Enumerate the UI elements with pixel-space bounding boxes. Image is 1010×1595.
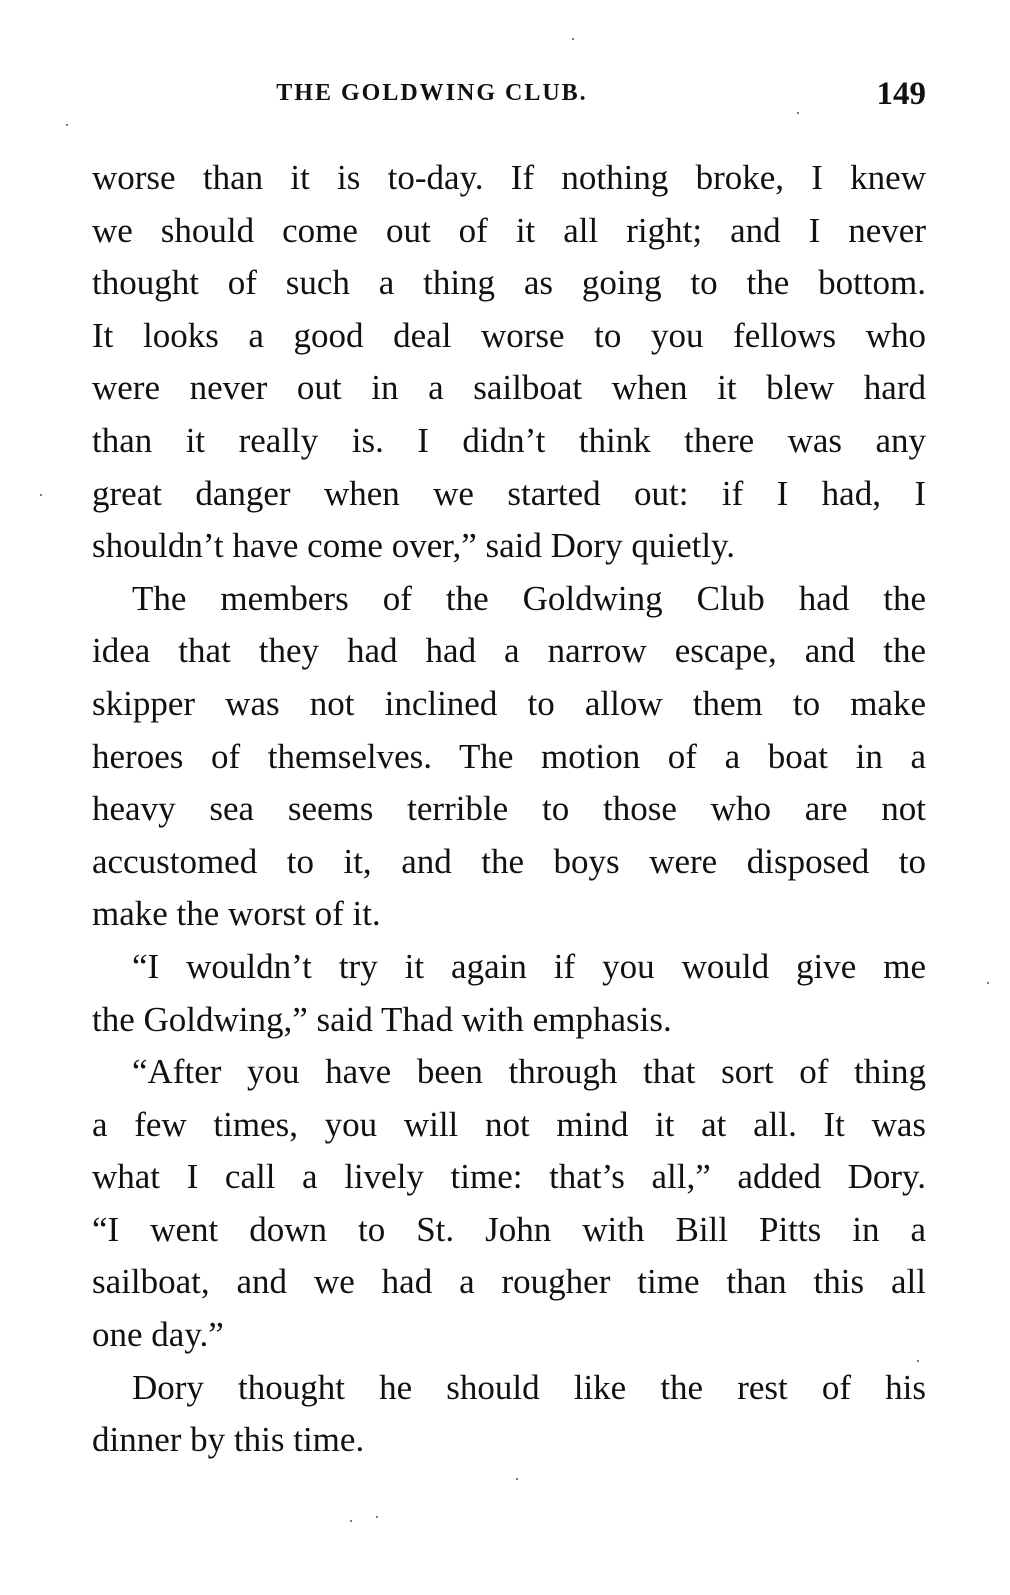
scan-speck xyxy=(350,1520,352,1522)
text-line: thought of such a thing as going to the bottom. xyxy=(92,263,926,303)
text-line: accustomed to it, and the boys were disposed to xyxy=(92,841,926,881)
text-line: dinner by this time. xyxy=(92,1420,365,1460)
text-line: “After you have been through that sort of thing xyxy=(132,1052,926,1092)
running-title: THE GOLDWING CLUB. xyxy=(276,80,588,106)
text-line: great danger when we started out: if I had, I xyxy=(92,473,926,513)
text-line: worse than it is to-day. If nothing broke, I knew xyxy=(92,158,926,197)
page-number: 149 xyxy=(876,76,926,112)
scan-speck xyxy=(917,1360,919,1362)
text-line: heroes of themselves. The motion of a boat in a xyxy=(92,736,926,776)
scan-speck xyxy=(376,1516,378,1518)
text-line: “I wouldn’t try it again if you would give me xyxy=(132,946,926,986)
text-line: one day.” xyxy=(92,1315,224,1355)
scan-speck xyxy=(797,112,799,114)
text-line: heavy sea seems terrible to those who are not xyxy=(92,789,926,829)
text-line: It looks a good deal worse to you fellows who xyxy=(92,315,926,355)
text-line: a few times, you will not mind it at all. It was xyxy=(92,1104,926,1144)
text-line: skipper was not inclined to allow them to make xyxy=(92,683,926,723)
text-line: shouldn’t have come over,” said Dory quietly. xyxy=(92,526,736,566)
running-head xyxy=(92,76,926,116)
text-line: than it really is. I didn’t think there was any xyxy=(92,420,926,460)
text-line: sailboat, and we had a rougher time than this all xyxy=(92,1262,926,1302)
text-line: idea that they had had a narrow escape, and the xyxy=(92,631,926,671)
text-line: Dory thought he should like the rest of his xyxy=(132,1367,926,1407)
text-line: were never out in a sailboat when it blew hard xyxy=(92,368,926,408)
scan-speck xyxy=(66,124,68,126)
text-line: make the worst of it. xyxy=(92,894,381,934)
scan-speck xyxy=(516,1478,518,1480)
text-line: we should come out of it all right; and I never xyxy=(92,210,926,250)
text-line: The members of the Goldwing Club had the xyxy=(132,578,926,618)
body-text xyxy=(92,152,926,1467)
scan-speck xyxy=(572,38,574,40)
text-line: the Goldwing,” said Thad with emphasis. xyxy=(92,999,672,1039)
text-line: what I call a lively time: that’s all,” added Dory. xyxy=(92,1157,926,1197)
text-line: “I went down to St. John with Bill Pitts in a xyxy=(92,1209,926,1249)
scan-speck xyxy=(987,982,989,984)
scan-speck xyxy=(40,494,42,496)
